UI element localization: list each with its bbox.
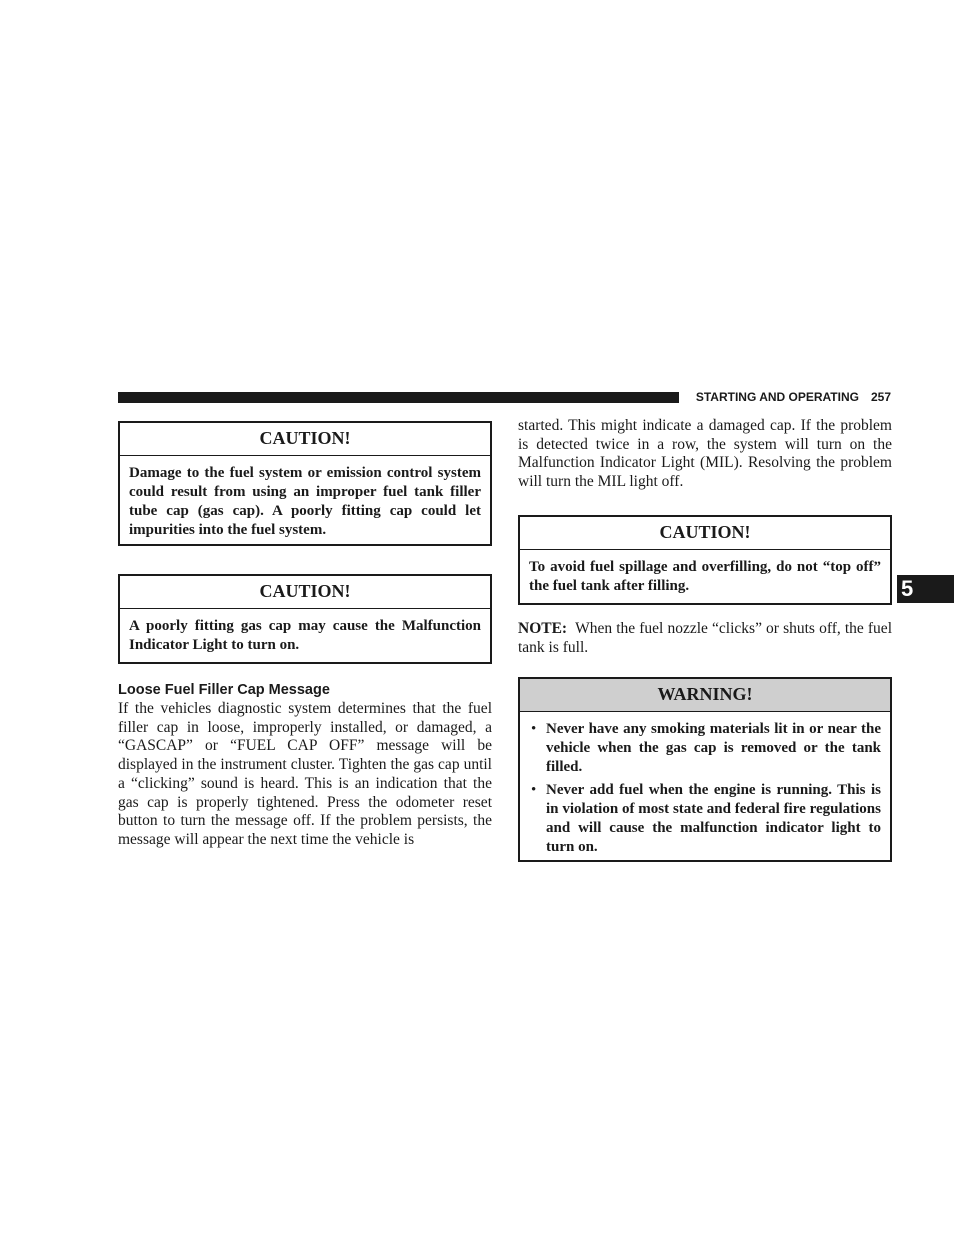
section-subheading: Loose Fuel Filler Cap Message bbox=[118, 682, 330, 698]
running-header bbox=[688, 390, 891, 406]
list-item: • Never add fuel when the engine is running. This is in violation of most state and federal fire regulations and will cause the malfunction indicator light to turn on. bbox=[529, 781, 881, 857]
note-label: NOTE: bbox=[518, 619, 568, 637]
caution-body: To avoid fuel spillage and overfilling, do not “top off” the fuel tank after filling. bbox=[529, 558, 881, 594]
warning-box bbox=[518, 677, 892, 862]
section-title: STARTING AND OPERATING bbox=[695, 390, 859, 404]
chapter-tab bbox=[897, 575, 954, 603]
body-paragraph: If the vehicles diagnostic system determines that the fuel filler cap in loose, improperly installed, or damaged, a “GASCAP” or “FUEL CAP OFF” message will be displayed in the instrument cluster. Tighten the gas cap until a “clicking” sound is heard. This is an indication that the gas cap is properly tightened. Press the odometer reset button to turn the message off. If the problem persists, the message will appear the next time the vehicle is bbox=[118, 700, 492, 848]
header-rule bbox=[118, 392, 679, 403]
note-text: When the fuel nozzle “clicks” or shuts off, the fuel tank is full. bbox=[518, 619, 892, 656]
caution-title: CAUTION! bbox=[120, 423, 490, 456]
caution-title: CAUTION! bbox=[120, 576, 490, 609]
warning-title: WARNING! bbox=[520, 679, 890, 712]
chapter-number: 5 bbox=[901, 576, 914, 601]
page-number: 257 bbox=[870, 390, 891, 404]
caution-body: Damage to the fuel system or emission control system could result from using an improper fuel tank filler tube cap (gas cap). A poorly fitting cap could let impurities into the fuel system. bbox=[129, 465, 481, 538]
caution-title: CAUTION! bbox=[520, 517, 890, 550]
caution-body: A poorly fitting gas cap may cause the Malfunction Indicator Light to turn on. bbox=[129, 618, 481, 653]
caution-box-fuel-system bbox=[118, 421, 492, 546]
left-column bbox=[118, 421, 492, 850]
body-paragraph-continued: started. This might indicate a damaged cap. If the problem is detected twice in a row, the system will turn on the Malfunction Indicator Light (MIL). Resolving the problem will turn the MIL light off. bbox=[518, 417, 892, 491]
right-column bbox=[518, 417, 892, 862]
warning-list bbox=[529, 720, 881, 857]
caution-box-top-off bbox=[518, 515, 892, 605]
warning-body bbox=[520, 712, 890, 867]
note-paragraph bbox=[518, 620, 892, 657]
list-item: • Never have any smoking materials lit in or near the vehicle when the gas cap is removed or the tank filled. bbox=[529, 720, 881, 777]
caution-box-gas-cap bbox=[118, 574, 492, 664]
